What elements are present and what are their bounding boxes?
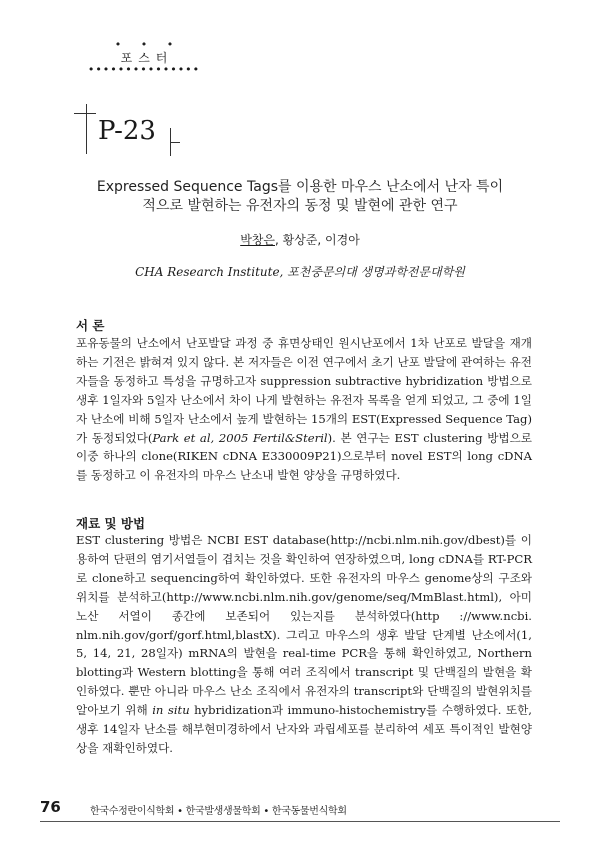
poster-number-rule-left — [74, 113, 96, 114]
poster-number: P-23 — [98, 116, 156, 146]
methods-heading: 재료 및 방법 — [76, 516, 146, 531]
poster-number-rule-right — [170, 142, 180, 143]
section-tag-dots-bottom: ••••••••••••••• — [87, 63, 201, 76]
footer-societies: 한국수정란이식학회 • 한국발생생물학회 • 한국동물번식학회 — [90, 806, 347, 817]
section-tag — [84, 40, 204, 74]
introduction-text-b: ). 본 연구는 EST clustering 방법으로 이중 하나의 clone(RIKEN cDNA E330009P21)으로부터 novel EST의 long cDNA를 동정하고 이 유전자의 마우스 난소내 발현 양상을 규명하였다. — [76, 430, 532, 483]
introduction-paragraph — [76, 334, 532, 485]
poster-number-block — [74, 104, 174, 156]
affiliation: CHA Research Institute, 포천중문의대 생명과학전문대학원 — [135, 265, 465, 279]
author-list — [60, 232, 540, 248]
section-tag-dots-top: • • • — [114, 38, 182, 51]
introduction-text-a: 포유동물의 난소에서 난포발달 과정 중 휴면상태인 원시난포에서 1차 난포로 발달을 재개하는 기전은 밝혀져 있지 않다. 본 저자들은 이전 연구에서 초기 난포 발달에 관여하는 유전자들을 동정하고 특성을 규명하고자 suppression subtractive hybridization 방법으로 생후 1일자와 5일자 난소에서 차이 나게 발현하는 유전자 목록을 얻게 되었고, 그 중에 1일자 난소에 비해 5일자 난소에서 높게 발현하는 15개의 EST(Expressed Sequence Tag)가 동정되었다( — [76, 336, 532, 445]
footer-rule — [40, 821, 560, 822]
abstract-title-line-1: Expressed Sequence Tags를 이용한 마우스 난소에서 난자 특이 — [96, 179, 504, 195]
methods-in-situ: in situ — [152, 703, 190, 718]
abstract-title-line-2: 적으로 발현하는 유전자의 동정 및 발현에 관한 연구 — [142, 198, 458, 214]
co-authors: , 황상준, 이경아 — [274, 233, 360, 247]
introduction-citation: Park et al, 2005 Fertil&Steril — [152, 430, 328, 445]
abstract-title — [60, 178, 540, 216]
page-number: 76 — [40, 798, 61, 816]
methods-paragraph — [76, 531, 532, 758]
poster-number-bar-left — [86, 104, 87, 154]
methods-text-b: hybridization과 immuno-histochemistry를 수행하였다. 또한, 생후 14일자 난소를 해부현미경하에서 난자와 과립세포를 분리하여 세포 특이적인 발현양상을 재확인하였다. — [76, 703, 532, 755]
methods-text-a: EST clustering 방법은 NCBI EST database(http://ncbi.nlm.nih.gov/dbest)를 이용하여 단편의 염기서열들이 겹치는 것을 확인하여 연장하였으며, long cDNA를 RT-PCR로 clone하고 sequencing하여 확인하였다. 또한 유전자의 마우스 genome상의 구조와 위치를 분석하고(http://www.ncbi.nlm.nih.gov/genome/seq/MmBlast.html), 아미노산 서열이 종간에 보존되어 있는지를 분석하였다(http ://www.ncbi. nlm.nih.gov/gorf/gorf.html,blastX). 그리고 마우스의 생후 발달 단계별 난소에서(1, 5, 14, 21, 28일자) mRNA의 발현을 real-time PCR을 통해 확인하였고, Northern blotting과 Western blotting을 통해 여러 조직에서 transcript 및 단백질의 발현을 확인하였다. 뿐만 아니라 마우스 난소 조직에서 유전자의 transcript와 단백질의 발현위치를 알아보기 위해 — [76, 533, 532, 718]
section-tag-label: 포스터 — [120, 51, 174, 65]
introduction-heading: 서 론 — [76, 318, 105, 333]
presenting-author: 박창은 — [240, 233, 275, 247]
